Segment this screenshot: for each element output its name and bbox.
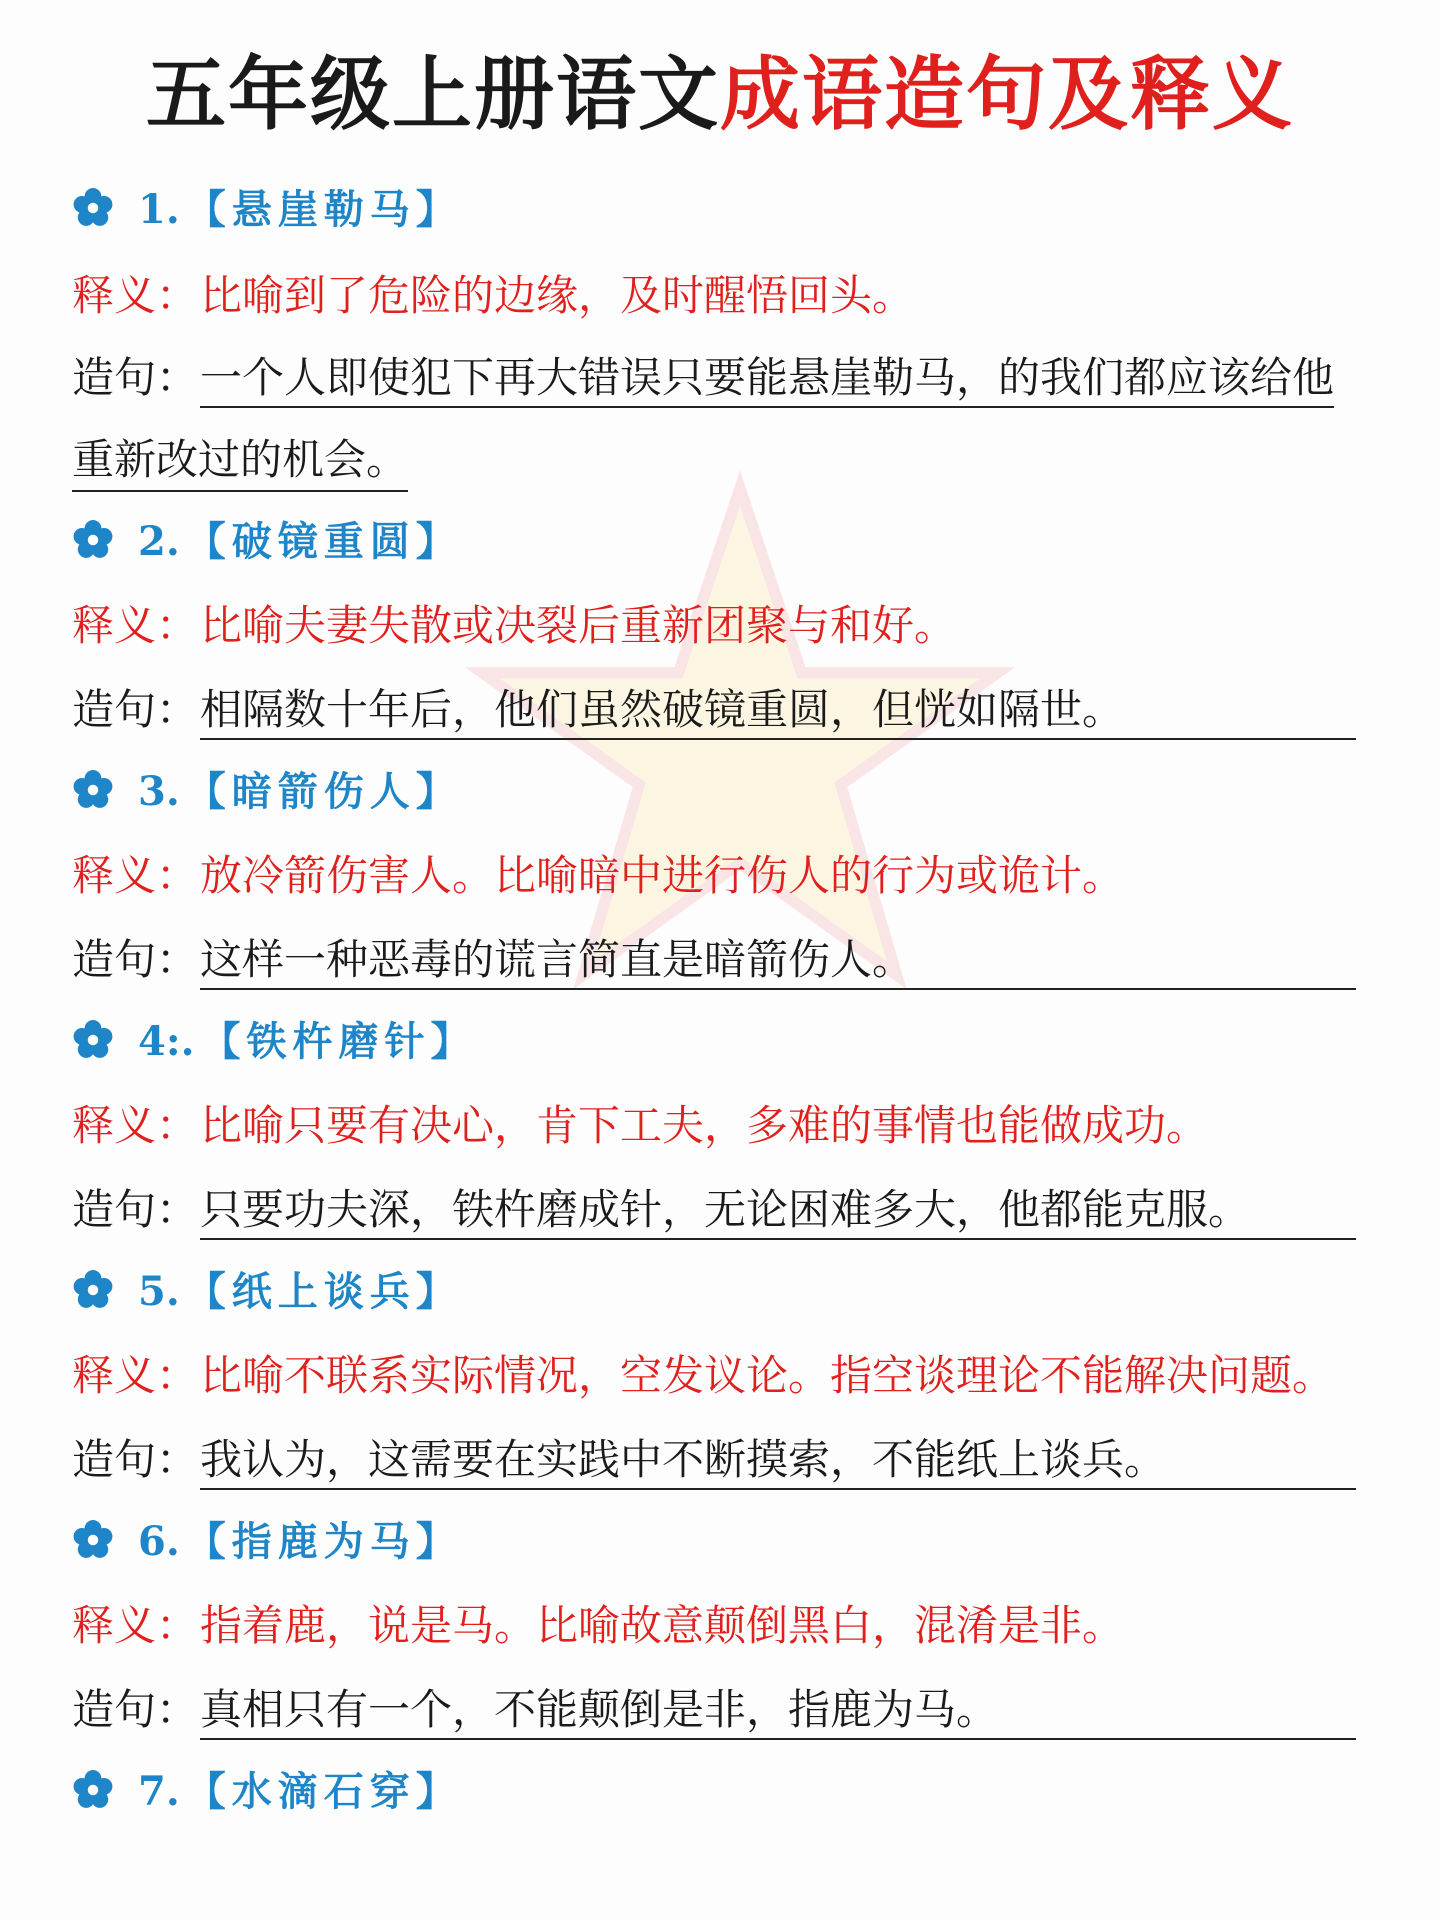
idiom-heading-4 — [72, 1012, 477, 1072]
meaning-row-3 — [72, 846, 1124, 906]
meaning-text: 比喻不联系实际情况，空发议论。指空谈理论不能解决问题。 — [200, 1351, 1335, 1400]
idiom-title: 【暗箭伤人】 — [185, 768, 462, 815]
flower-icon — [72, 1269, 114, 1311]
meaning-text: 比喻到了危险的边缘，及时醒悟回头。 — [200, 271, 915, 320]
sentence-label: 造句： — [72, 1685, 199, 1734]
idiom-number: 4:. — [138, 1018, 195, 1065]
meaning-label: 释义： — [72, 271, 199, 320]
sentence-text-continued: 重新改过的机会。 — [72, 430, 408, 492]
flower-icon — [72, 1519, 114, 1561]
idiom-title: 【指鹿为马】 — [185, 1518, 462, 1565]
page-title — [0, 40, 1440, 150]
idiom-heading-6 — [72, 1512, 462, 1572]
idiom-title: 【铁杵磨针】 — [200, 1018, 477, 1065]
meaning-label: 释义： — [72, 1601, 199, 1650]
flower-icon — [72, 187, 114, 229]
idiom-heading-2 — [72, 512, 462, 572]
meaning-row-6 — [72, 1596, 1124, 1656]
meaning-label: 释义： — [72, 1351, 199, 1400]
meaning-text: 放冷箭伤害人。比喻暗中进行伤人的行为或诡计。 — [200, 851, 1125, 900]
sentence-row-6 — [72, 1680, 1372, 1740]
sentence-label: 造句： — [72, 935, 199, 984]
meaning-text: 比喻夫妻失散或决裂后重新团聚与和好。 — [200, 601, 957, 650]
sentence-text: 只要功夫深，铁杵磨成针，无论困难多大，他都能克服。 — [200, 1180, 1356, 1240]
meaning-row-1 — [72, 266, 914, 326]
sentence-text: 我认为，这需要在实践中不断摸索，不能纸上谈兵。 — [200, 1430, 1356, 1490]
meaning-row-2 — [72, 596, 956, 656]
sentence-label: 造句： — [72, 685, 199, 734]
flower-icon — [72, 519, 114, 561]
sentence-text: 真相只有一个，不能颠倒是非，指鹿为马。 — [200, 1680, 1356, 1740]
sentence-label: 造句： — [72, 1185, 199, 1234]
meaning-row-5 — [72, 1346, 1334, 1406]
idiom-heading-3 — [72, 762, 462, 822]
idiom-heading-5 — [72, 1262, 462, 1322]
flower-icon — [72, 1019, 114, 1061]
idiom-title: 【水滴石穿】 — [185, 1768, 462, 1815]
sentence-row-2 — [72, 680, 1372, 740]
title-part-red: 成语造句及释义 — [720, 48, 1294, 141]
meaning-label: 释义： — [72, 851, 199, 900]
sentence-row-5 — [72, 1430, 1372, 1490]
idiom-title: 【悬崖勒马】 — [185, 186, 462, 233]
title-part-black: 五年级上册语文 — [146, 48, 720, 141]
idiom-number: 5. — [138, 1268, 180, 1315]
meaning-text: 指着鹿，说是马。比喻故意颠倒黑白，混淆是非。 — [200, 1601, 1125, 1650]
meaning-row-4 — [72, 1096, 1208, 1156]
flower-icon — [72, 1769, 114, 1811]
meaning-label: 释义： — [72, 601, 199, 650]
idiom-number: 3. — [138, 768, 180, 815]
sentence-label: 造句： — [72, 1435, 199, 1484]
meaning-text: 比喻只要有决心，肯下工夫，多难的事情也能做成功。 — [200, 1101, 1209, 1150]
sentence-row-4 — [72, 1180, 1372, 1240]
meaning-label: 释义： — [72, 1101, 199, 1150]
sentence-text: 这样一种恶毒的谎言简直是暗箭伤人。 — [200, 930, 1356, 990]
sentence-label: 造句： — [72, 353, 199, 402]
idiom-heading-1 — [72, 180, 462, 240]
idiom-number: 6. — [138, 1518, 180, 1565]
sentence-text: 相隔数十年后，他们虽然破镜重圆，但恍如隔世。 — [200, 680, 1356, 740]
idiom-number: 7. — [138, 1768, 180, 1815]
sentence-text: 一个人即使犯下再大错误只要能悬崖勒马，的我们都应该给他 — [200, 348, 1334, 408]
idiom-number: 1. — [138, 186, 180, 233]
idiom-title: 【纸上谈兵】 — [185, 1268, 462, 1315]
idiom-heading-7 — [72, 1762, 462, 1822]
sentence-row-3 — [72, 930, 1372, 990]
sentence-row-1 — [72, 348, 1372, 408]
idiom-number: 2. — [138, 518, 180, 565]
flower-icon — [72, 769, 114, 811]
idiom-title: 【破镜重圆】 — [185, 518, 462, 565]
